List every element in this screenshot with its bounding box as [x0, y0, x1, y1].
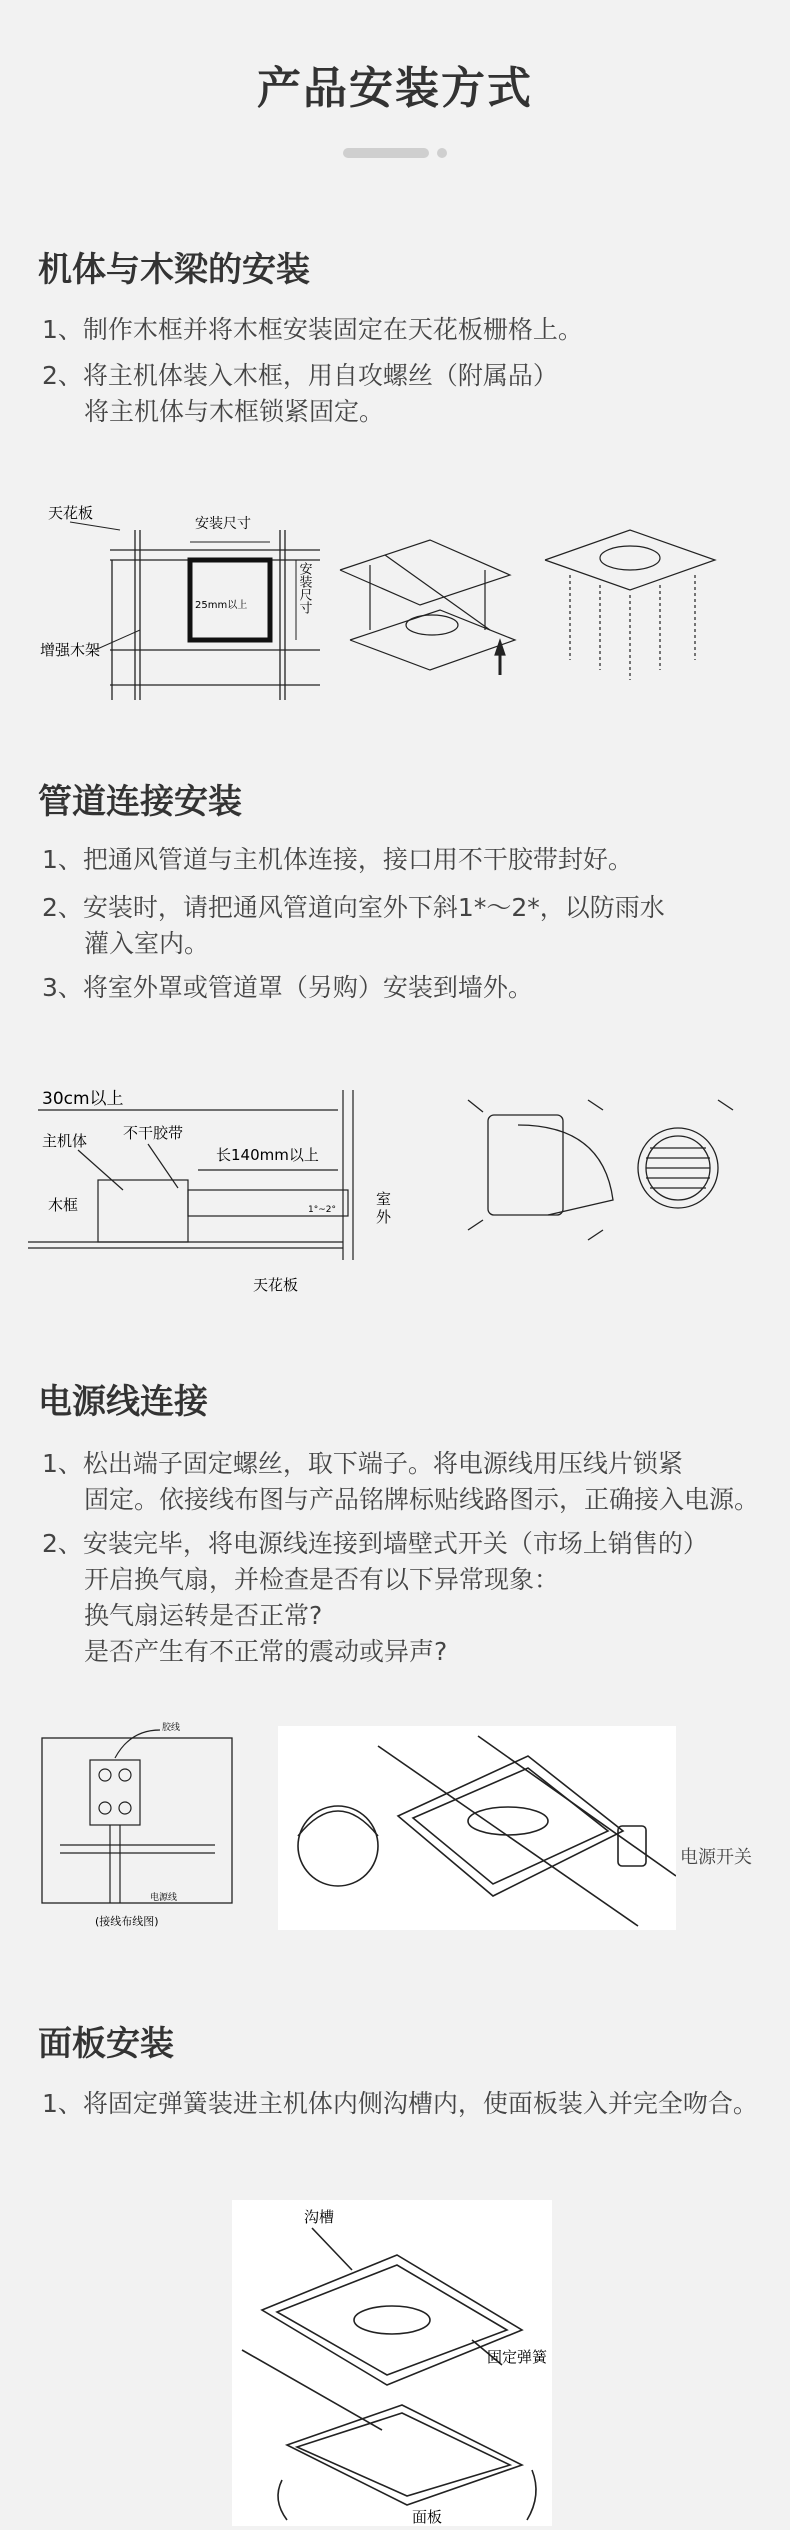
- wood-frame-illustration: [40, 500, 760, 700]
- svg-text:外: 外: [376, 1208, 392, 1226]
- svg-text:(接线布线图): (接线布线图): [95, 1915, 159, 1928]
- svg-text:长140mm以上: 长140mm以上: [216, 1146, 319, 1164]
- svg-text:安装尺寸: 安装尺寸: [195, 516, 251, 532]
- svg-text:沟槽: 沟槽: [304, 2208, 335, 2226]
- wiring-diagram: [40, 1720, 280, 1940]
- switch-illustration-panel: [278, 1726, 676, 1930]
- svg-text:固定弹簧: 固定弹簧: [487, 2348, 548, 2366]
- step-4-1: 1、将固定弹簧装进主机体内侧沟槽内，使面板装入并完全吻合。: [42, 2089, 758, 2118]
- step-2-1: 1、把通风管道与主机体连接，接口用不干胶带封好。: [42, 845, 633, 874]
- switch-label: 电源开关: [680, 1847, 752, 1868]
- svg-text:增强木架: 增强木架: [40, 641, 101, 659]
- section-heading-panel: 面板安装: [38, 2024, 174, 2064]
- step-1-2: 2、将主机体装入木框，用自攻螺丝（附属品） 将主机体与木框锁紧固定。: [42, 361, 558, 426]
- svg-text:安装尺寸: 安装尺寸: [296, 562, 312, 614]
- step-2-3: 3、将室外罩或管道罩（另购）安装到墙外。: [42, 973, 533, 1002]
- section-heading-body-wood: 机体与木梁的安装: [38, 250, 310, 290]
- step-2-2: 2、安装时，请把通风管道向室外下斜1*～2*，以防雨水 灌入室内。: [42, 893, 665, 958]
- panel-illustration: [232, 2200, 552, 2526]
- page-title: 产品安装方式: [257, 63, 533, 114]
- svg-text:25mm以上: 25mm以上: [195, 600, 248, 611]
- section-heading-power: 电源线连接: [38, 1382, 208, 1422]
- svg-text:30cm以上: 30cm以上: [42, 1089, 124, 1109]
- svg-text:不干胶带: 不干胶带: [123, 1124, 184, 1142]
- svg-text:室: 室: [376, 1190, 392, 1208]
- step-1-1: 1、制作木框并将木框安装固定在天花板栅格上。: [42, 315, 583, 344]
- step-3-2: 2、安装完毕，将电源线连接到墙壁式开关（市场上销售的） 开启换气扇，并检查是否有以下异常现象： 换气扇运转是否正常? 是否产生有不正常的震动或异声?: [42, 1529, 708, 1666]
- step-3-1: 1、松出端子固定螺丝，取下端子。将电源线用压线片锁紧 固定。依接线布图与产品铭牌标贴线路图示，正确接入电源。: [42, 1449, 760, 1514]
- svg-text:面板: 面板: [412, 2508, 443, 2526]
- svg-text:电源线: 电源线: [150, 1893, 178, 1903]
- svg-text:木框: 木框: [48, 1196, 79, 1214]
- svg-text:天花板: 天花板: [48, 504, 94, 522]
- svg-text:主机体: 主机体: [42, 1132, 88, 1150]
- section-heading-duct: 管道连接安装: [38, 782, 242, 822]
- duct-illustration: [28, 1080, 768, 1305]
- svg-text:胶线: 胶线: [162, 1723, 181, 1733]
- svg-text:1°~2°: 1°~2°: [308, 1205, 336, 1215]
- svg-text:天花板: 天花板: [253, 1276, 299, 1294]
